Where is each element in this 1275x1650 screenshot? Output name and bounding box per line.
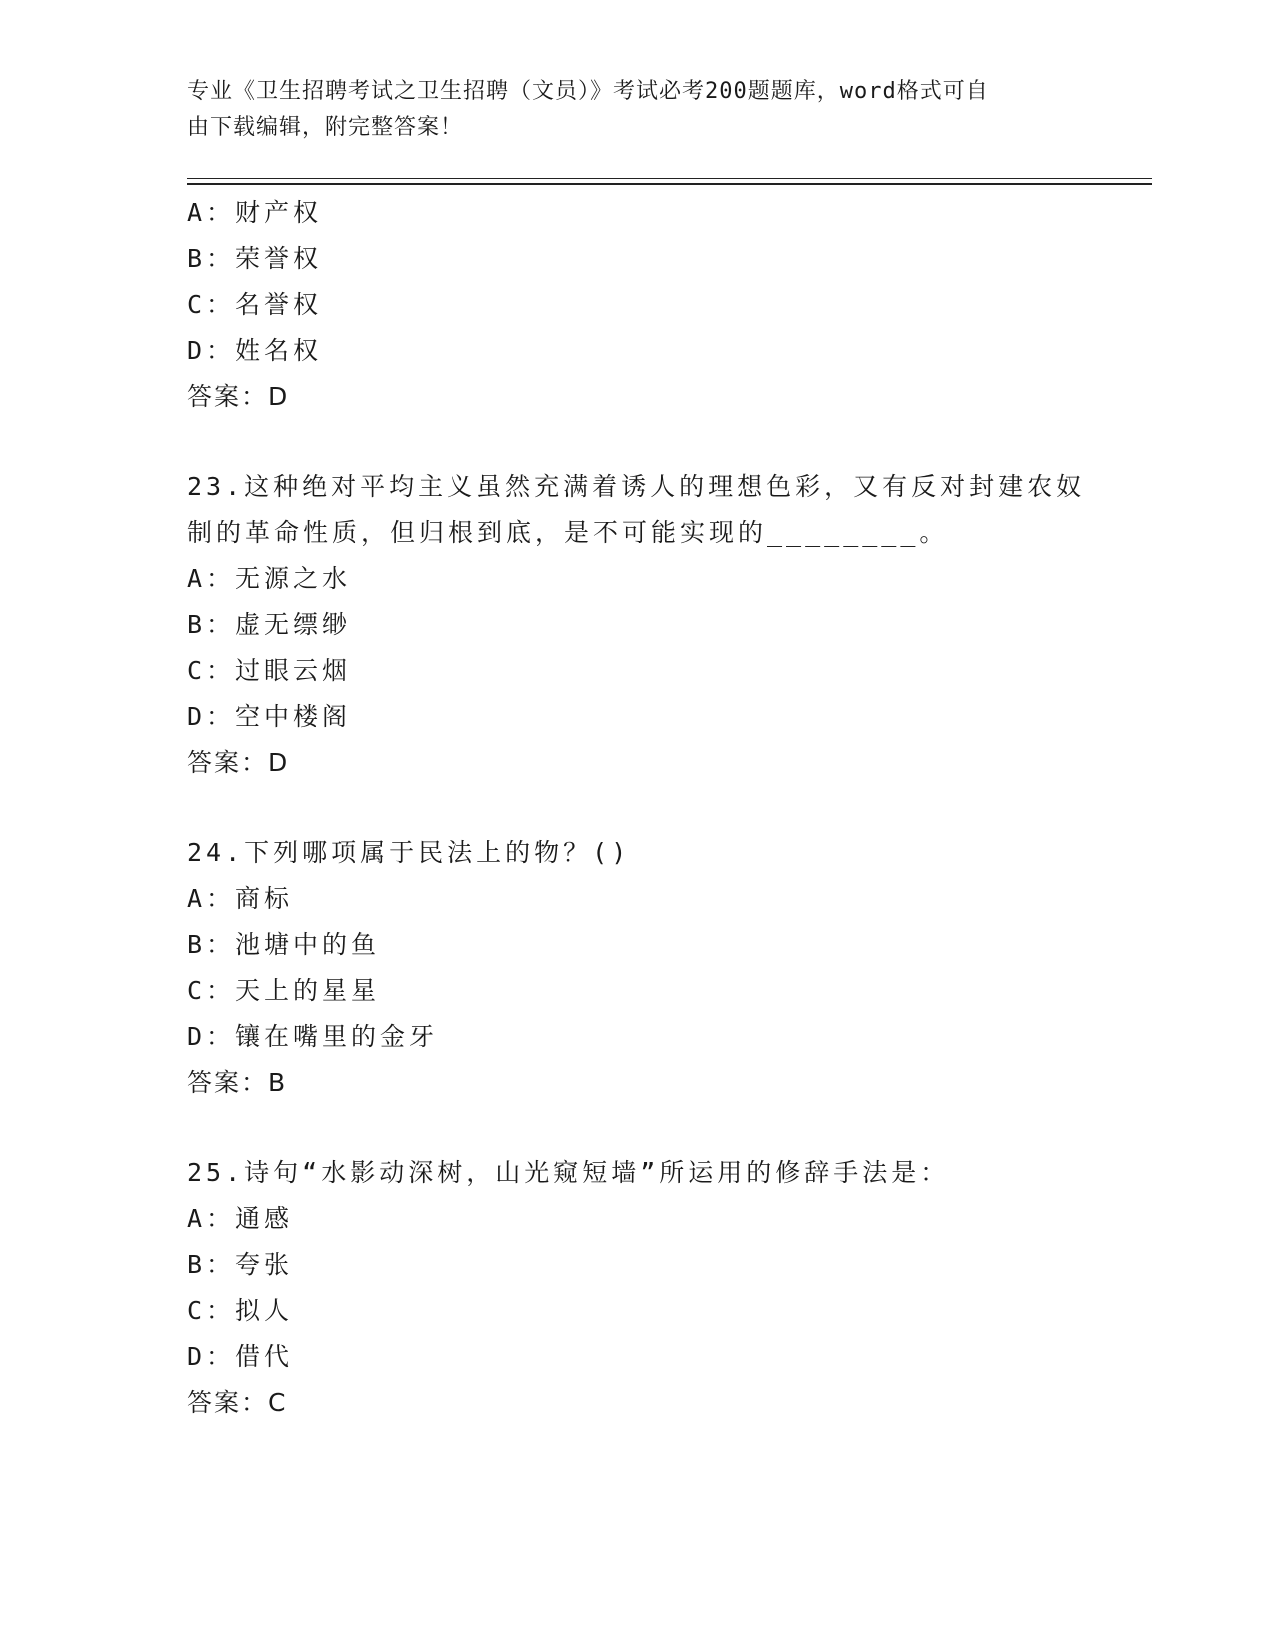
- option-a: A：商标: [187, 884, 294, 913]
- option-b: B：虚无缥缈: [187, 610, 352, 639]
- answer-line: [187, 1380, 1087, 1426]
- answer-label: 答案：: [187, 382, 269, 411]
- answer-line: [187, 1060, 1087, 1106]
- question-list: [187, 190, 1087, 1426]
- question-22: [187, 190, 1087, 420]
- answer-line: [187, 374, 1087, 420]
- header-rule-thick: [187, 183, 1152, 185]
- option-d: D：镶在嘴里的金牙: [187, 1022, 439, 1051]
- answer-value: D: [268, 382, 290, 411]
- question-stem-continued: 制的革命性质，但归根到底，是不可能实现的________。: [187, 518, 949, 547]
- option-a: A：通感: [187, 1204, 294, 1233]
- option-a: A：财产权: [187, 198, 323, 227]
- spacer: [187, 420, 1087, 464]
- question-23: [187, 464, 1087, 786]
- answer-line: [187, 740, 1087, 786]
- document-header: [187, 74, 1087, 146]
- question-24: [187, 830, 1087, 1106]
- header-line-2: 由下载编辑，附完整答案！: [187, 115, 464, 140]
- option-a: A：无源之水: [187, 564, 352, 593]
- option-b: B：夸张: [187, 1250, 294, 1279]
- option-d: D：空中楼阁: [187, 702, 352, 731]
- option-b: B：荣誉权: [187, 244, 323, 273]
- answer-value: B: [268, 1068, 288, 1097]
- option-c: C：天上的星星: [187, 976, 381, 1005]
- spacer: [187, 1106, 1087, 1150]
- answer-label: 答案：: [187, 1388, 269, 1417]
- spacer: [187, 786, 1087, 830]
- header-line-1: 专业《卫生招聘考试之卫生招聘（文员）》考试必考200题题库，word格式可自: [187, 79, 989, 104]
- option-d: D：姓名权: [187, 336, 323, 365]
- question-stem: 25.诗句“水影动深树，山光窥短墙”所运用的修辞手法是：: [187, 1158, 950, 1187]
- answer-label: 答案：: [187, 748, 269, 777]
- option-c: C：拟人: [187, 1296, 294, 1325]
- header-rule-thin: [187, 178, 1152, 179]
- answer-label: 答案：: [187, 1068, 269, 1097]
- option-c: C：过眼云烟: [187, 656, 352, 685]
- answer-value: D: [268, 748, 290, 777]
- question-25: [187, 1150, 1087, 1426]
- question-stem: 24.下列哪项属于民法上的物？(): [187, 838, 631, 867]
- option-b: B：池塘中的鱼: [187, 930, 381, 959]
- option-c: C：名誉权: [187, 290, 323, 319]
- answer-value: C: [268, 1388, 288, 1417]
- option-d: D：借代: [187, 1342, 294, 1371]
- question-stem: 23.这种绝对平均主义虽然充满着诱人的理想色彩，又有反对封建农奴: [187, 472, 1086, 501]
